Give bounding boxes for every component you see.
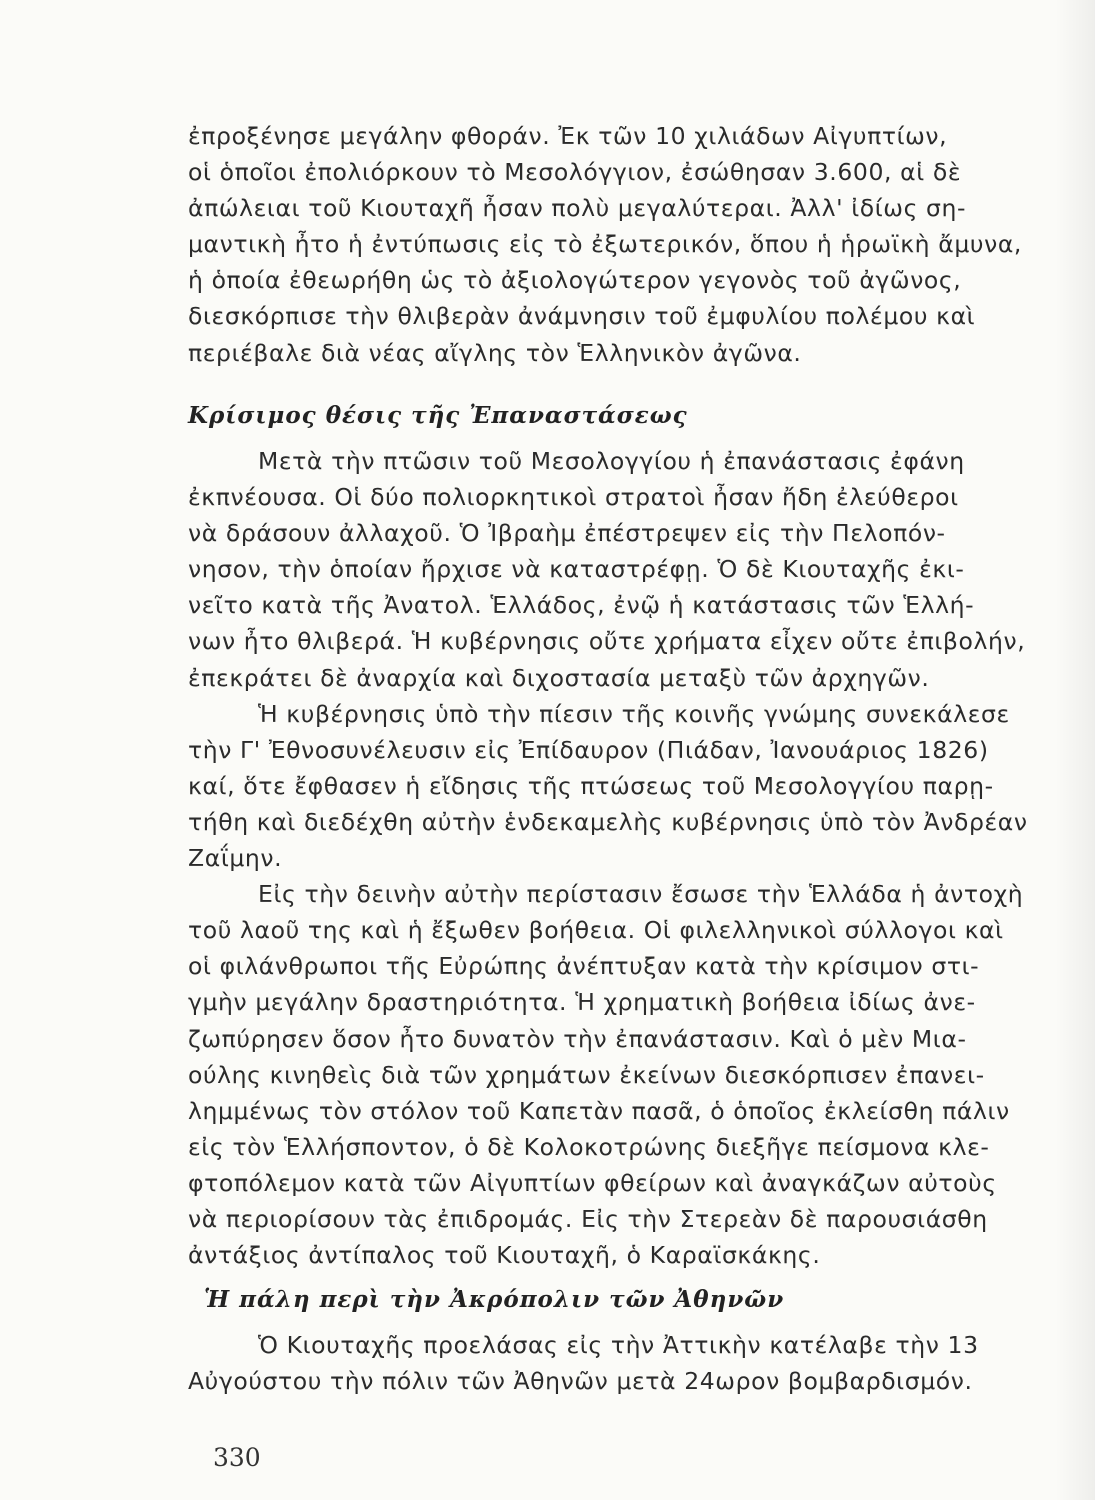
text-line: λημμένως τὸν στόλον τοῦ Καπετὰν πασᾶ, ὁ ὁποῖος ἐκλείσθη πάλιν — [188, 1096, 1010, 1125]
text-line: Εἰς τὴν δεινὴν αὐτὴν περίστασιν ἔσωσε τὴν Ἑλλάδα ἡ ἀντοχὴ — [258, 880, 1024, 909]
text-line: τὴν Γ' Ἐθνοσυνέλευσιν εἰς Ἐπίδαυρον (Πιάδαν, Ἰανουάριος 1826) — [188, 735, 989, 764]
text-line: διεσκόρπισε τὴν θλιβερὰν ἀνάμνησιν τοῦ ἐμφυλίου πολέμου καὶ — [188, 302, 976, 331]
text-line: τοῦ λαοῦ της καὶ ἡ ἔξωθεν βοήθεια. Οἱ φιλελληνικοὶ σύλλογοι καὶ — [188, 916, 1004, 945]
paragraph-block-3 — [188, 1327, 1046, 1399]
text-line: γμὴν μεγάλην δραστηριότητα. Ἡ χρηματικὴ βοήθεια ἰδίως ἀνε- — [188, 988, 976, 1017]
text-line: Αὐγούστου τὴν πόλιν τῶν Ἀθηνῶν μετὰ 24ωρον βομβαρδισμόν. — [188, 1367, 973, 1396]
text-line: ούλης κινηθεὶς διὰ τῶν χρημάτων ἐκείνων διεσκόρπισεν ἐπανει- — [188, 1060, 985, 1089]
text-line: τήθη καὶ διεδέχθη αὐτὴν ἑνδεκαμελὴς κυβέρνησις ὑπὸ τὸν Ἀνδρέαν — [188, 807, 1028, 836]
text-line: νεῖτο κατὰ τῆς Ἀνατολ. Ἑλλάδος, ἐνῷ ἡ κατάστασις τῶν Ἑλλή- — [188, 591, 975, 620]
paragraph-block-2 — [188, 443, 1046, 1273]
text-line: Ἡ κυβέρνησις ὑπὸ τὴν πίεσιν τῆς κοινῆς γνώμης συνεκάλεσε — [258, 699, 1010, 728]
text-line: Μετὰ τὴν πτῶσιν τοῦ Μεσολογγίου ἡ ἐπανάστασις ἐφάνη — [258, 447, 965, 475]
text-line: νὰ περιορίσουν τὰς ἐπιδρομάς. Εἰς τὴν Στερεὰν δὲ παρουσιάσθη — [188, 1204, 988, 1233]
text-line: νων ἦτο θλιβερά. Ἡ κυβέρνησις οὔτε χρήματα εἶχεν οὔτε ἐπιβολήν, — [188, 627, 1026, 656]
text-line: καί, ὅτε ἔφθασεν ἡ εἴδησις τῆς πτώσεως τοῦ Μεσολογγίου παρῃ- — [188, 771, 994, 800]
text-line: νὰ δράσουν ἀλλαχοῦ. Ὁ Ἰβραὴμ ἐπέστρεψεν εἰς τὴν Πελοπόν- — [188, 519, 946, 548]
text-line: οἱ φιλάνθρωποι τῆς Εὐρώπης ἀνέπτυξαν κατὰ τὴν κρίσιμον στι- — [188, 952, 980, 981]
text-line: περιέβαλε διὰ νέας αἴγλης τὸν Ἑλληνικὸν ἀγῶνα. — [188, 338, 802, 367]
text-line: ἡ ὁποία ἐθεωρήθη ὡς τὸ ἀξιολογώτερον γεγονὸς τοῦ ἀγῶνος, — [188, 266, 962, 295]
text-line: ἐπεκράτει δὲ ἀναρχία καὶ διχοστασία μεταξὺ τῶν ἀρχηγῶν. — [188, 663, 930, 692]
text-line: οἱ ὁποῖοι ἐπολιόρκουν τὸ Μεσολόγγιον, ἐσώθησαν 3.600, αἱ δὲ — [188, 158, 962, 187]
text-line: νησον, τὴν ὁποίαν ἤρχισε νὰ καταστρέφῃ. Ὁ δὲ Κιουταχῆς ἐκι- — [188, 555, 965, 584]
text-line: Ζαΐμην. — [188, 844, 283, 873]
paragraph-block-1 — [188, 118, 1046, 371]
section-heading-crisis: Κρίσιμος θέσις τῆς Ἐπαναστάσεως — [188, 402, 688, 429]
text-line: Ὁ Κιουταχῆς προελάσας εἰς τὴν Ἀττικὴν κατέλαβε τὴν 13 — [258, 1331, 979, 1359]
section-heading-acropolis: Ἡ πάλη περὶ τὴν Ἀκρόπολιν τῶν Ἀθηνῶν — [204, 1286, 785, 1313]
text-line: ἐκπνέουσα. Οἱ δύο πολιορκητικοὶ στρατοὶ ἦσαν ἤδη ἐλεύθεροι — [188, 483, 959, 512]
text-line: ἐπροξένησε μεγάλην φθοράν. Ἐκ τῶν 10 χιλιάδων Αἰγυπτίων, — [188, 122, 948, 150]
text-line: ζωπύρησεν ὅσον ἦτο δυνατὸν τὴν ἐπανάστασιν. Καὶ ὁ μὲν Μια- — [188, 1024, 967, 1053]
text-line: ἀντάξιος ἀντίπαλος τοῦ Κιουταχῆ, ὁ Καραϊσκάκης. — [188, 1241, 821, 1270]
text-line: φτοπόλεμον κατὰ τῶν Αἰγυπτίων φθείρων καὶ ἀναγκάζων αὐτοὺς — [188, 1168, 997, 1197]
page-edge-shadow — [1055, 0, 1095, 1500]
page-number: 330 — [213, 1443, 261, 1472]
text-line: ἀπώλειαι τοῦ Κιουταχῆ ἦσαν πολὺ μεγαλύτεραι. Ἀλλ' ἰδίως ση- — [188, 194, 967, 223]
text-line: μαντικὴ ἦτο ἡ ἐντύπωσις εἰς τὸ ἐξωτερικόν, ὅπου ἡ ἡρωϊκὴ ἄμυνα, — [188, 230, 1022, 259]
text-line: εἰς τὸν Ἑλλήσποντον, ὁ δὲ Κολοκοτρώνης διεξῆγε πείσμονα κλε- — [188, 1132, 990, 1161]
